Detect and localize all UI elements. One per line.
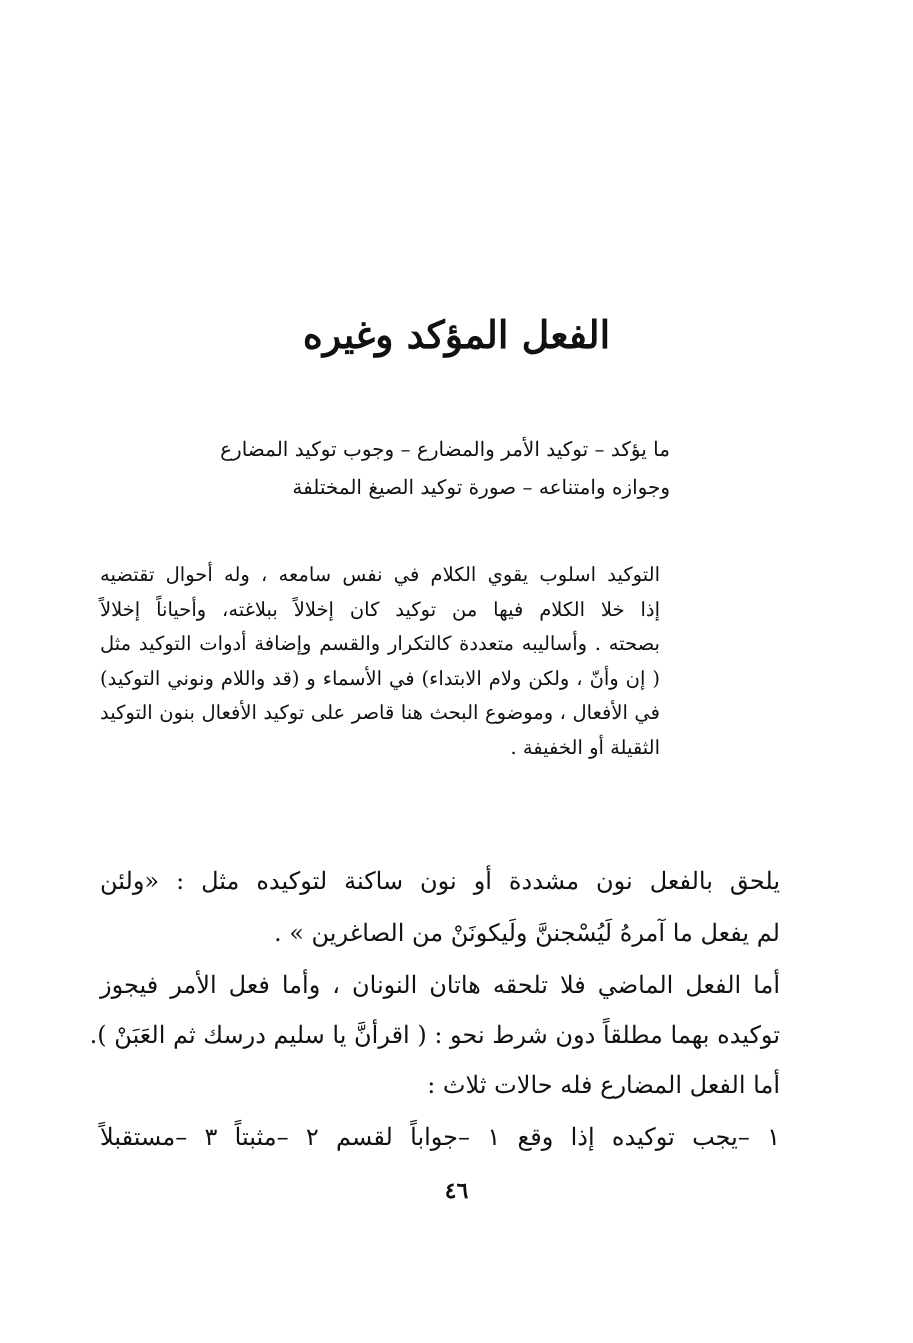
body-line: ١ –يجب توكيده إذا وقع ١ –جواباً لقسم ٢ –مثبتاً ٣ –مستقبلاً bbox=[100, 1123, 780, 1151]
topics-line: ما يؤكد – توكيد الأمر والمضارع – وجوب توكيد المضارع bbox=[220, 437, 670, 461]
intro-line: في الأفعال ، وموضوع البحث هنا قاصر على توكيد الأفعال بنون التوكيد bbox=[100, 701, 660, 724]
chapter-topics bbox=[180, 430, 670, 506]
intro-line: بصحته . وأساليبه متعددة كالتكرار والقسم وإضافة أدوات التوكيد مثل bbox=[100, 632, 660, 655]
intro-line: ( إن وأنّ ، ولكن ولام الابتداء) في الأسماء و (قد واللام ونوني التوكيد) bbox=[100, 666, 660, 690]
body-line: لم يفعل ما آمرهُ لَيُسْجننَّ ولَيكونَنْ من الصاغرين » . bbox=[273, 919, 780, 947]
body-paragraph-2 bbox=[89, 960, 780, 1110]
body-line: توكيده بهما مطلقاً دون شرط نحو : ( اقرأنَّ يا سليم درسك ثم العَبَنْ ). bbox=[89, 1021, 780, 1049]
body-paragraph-3 bbox=[100, 1112, 780, 1162]
body-line: يلحق بالفعل نون مشددة أو نون ساكنة لتوكيده مثل : «ولئن bbox=[100, 867, 780, 895]
intro-line: الثقيلة أو الخفيفة . bbox=[510, 735, 660, 759]
body-paragraph-1 bbox=[100, 855, 780, 959]
page-number: ٤٦ bbox=[444, 1178, 469, 1204]
chapter-title: الفعل المؤكد وغيره bbox=[302, 312, 611, 357]
intro-line: إذا خلا الكلام فيها من توكيد كان إخلالاً ببلاغته، وأحياناً إخلالاً bbox=[100, 597, 660, 621]
topics-line: وجوازه وامتناعه – صورة توكيد الصيغ المختلفة bbox=[292, 475, 670, 499]
intro-line: التوكيد اسلوب يقوي الكلام في نفس سامعه ، وله أحوال تقتضيه bbox=[100, 563, 660, 586]
body-line: أما الفعل الماضي فلا تلحقه هاتان النونان ، وأما فعل الأمر فيجوز bbox=[100, 971, 780, 999]
body-line: أما الفعل المضارع فله حالات ثلاث : bbox=[427, 1071, 780, 1099]
intro-paragraph bbox=[100, 558, 660, 765]
